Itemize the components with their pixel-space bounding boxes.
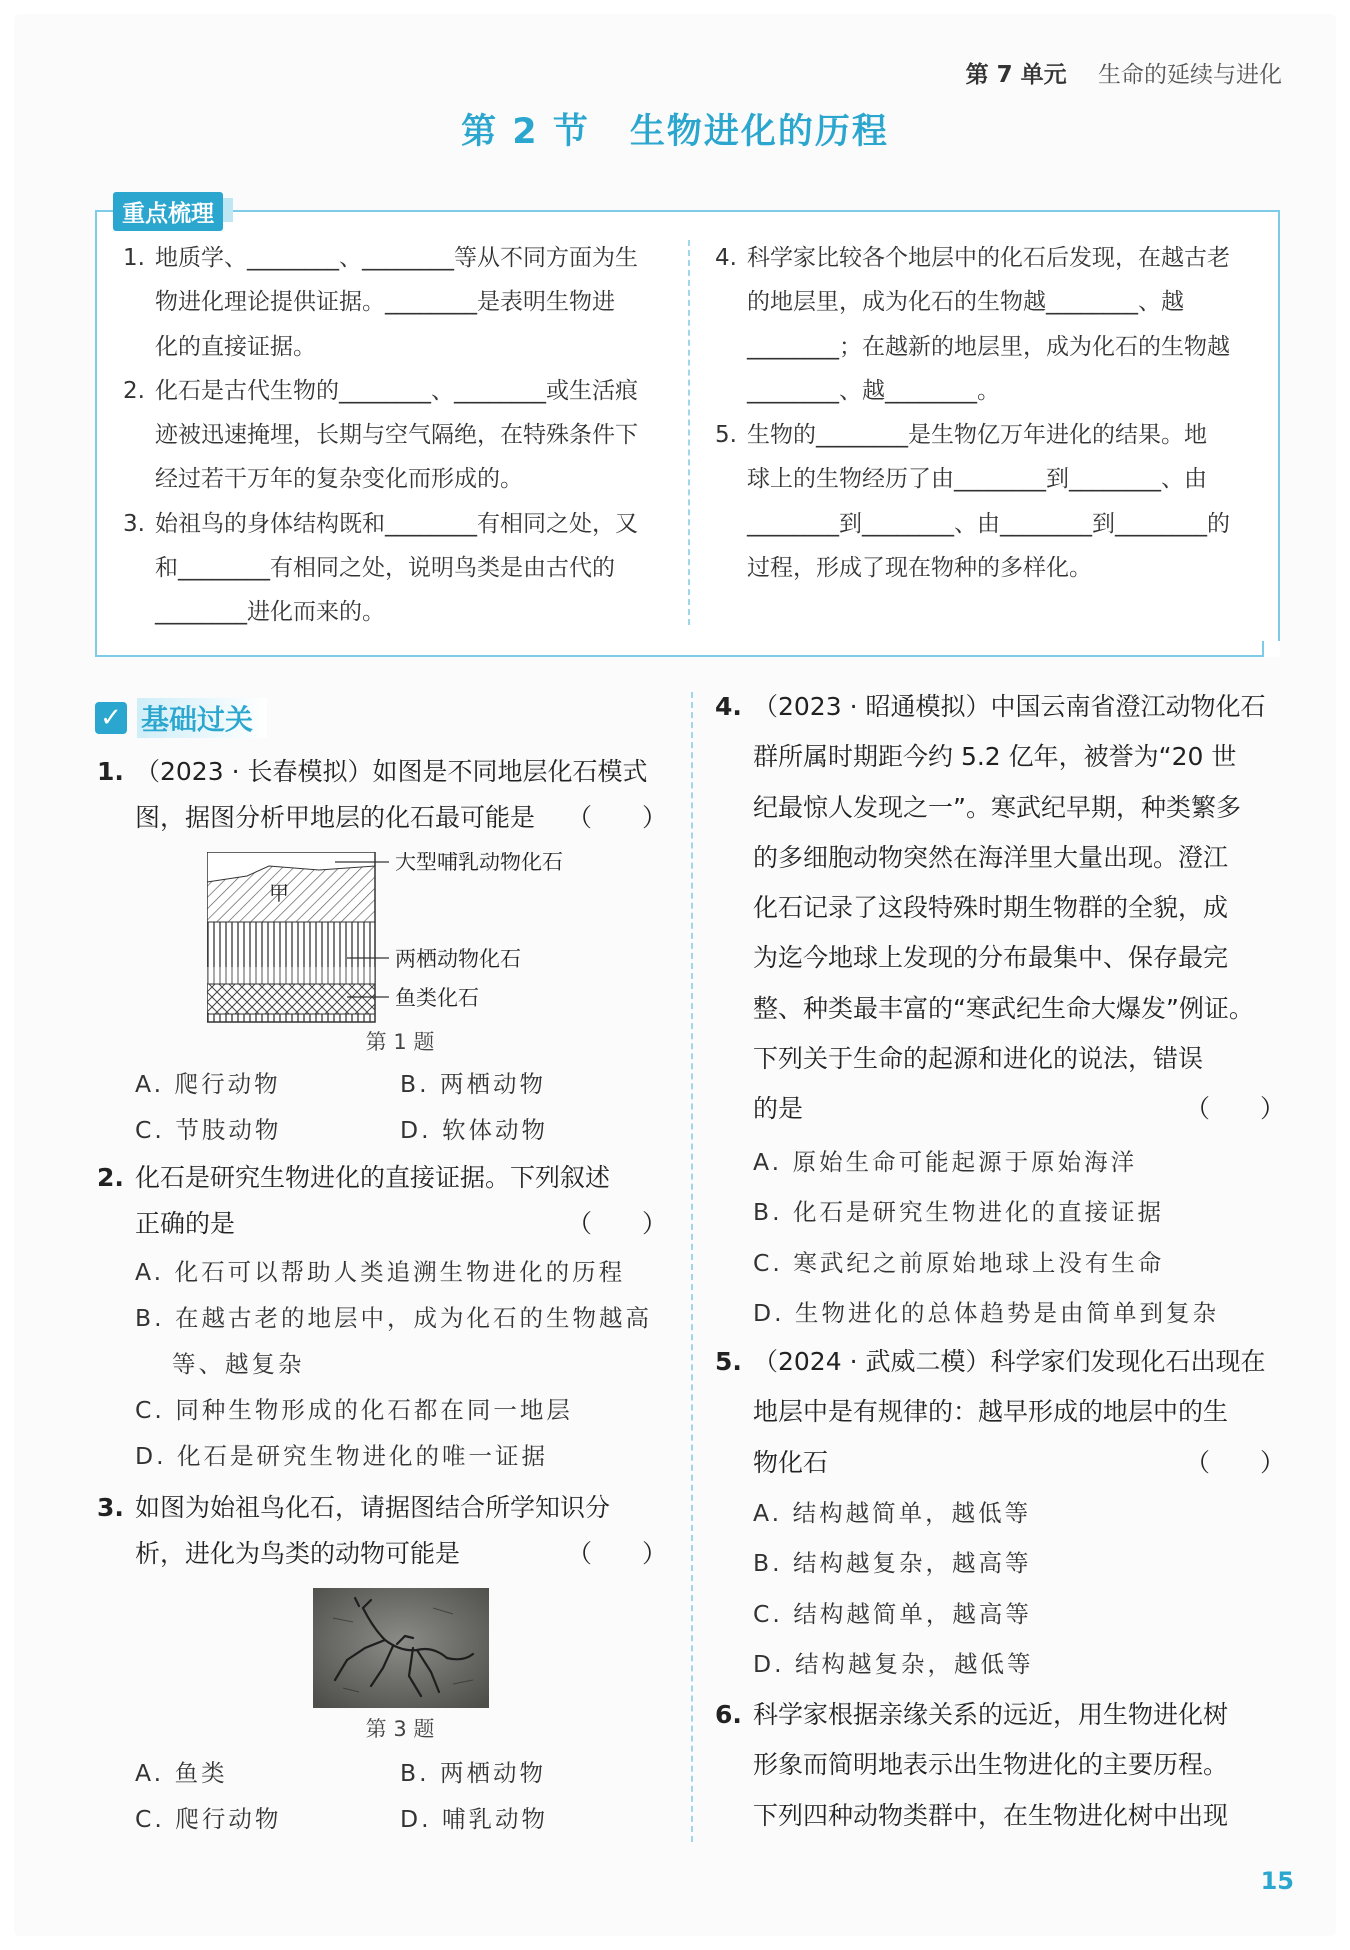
answer-paren[interactable]: （ ）	[566, 803, 667, 832]
checkbox-icon: ✓	[95, 702, 127, 734]
q1-option-a[interactable]: A. 爬行动物	[135, 1070, 281, 1098]
answer-paren[interactable]: （ ）	[566, 1539, 667, 1568]
answer-paren[interactable]: （ ）	[1184, 1094, 1285, 1124]
page-title	[0, 104, 1350, 154]
q5-option-b[interactable]: B. 结构越复杂，越高等	[753, 1549, 1032, 1578]
stratum-fish	[207, 984, 375, 1014]
key-points-tag: 重点梳理	[113, 192, 223, 231]
review-item-2: 2. 化石是古代生物的________、________或生活痕 迹被迅速掩埋，长期与空气隔绝，在特殊条件下 经过若干万年的复杂变化而形成的。	[123, 377, 638, 493]
q4-option-c[interactable]: C. 寒武纪之前原始地球上没有生命	[753, 1248, 1165, 1277]
q2-option-d[interactable]: D. 化石是研究生物进化的唯一证据	[135, 1442, 549, 1470]
review-left-column	[123, 236, 663, 635]
basic-practice-title: 基础过关	[137, 698, 267, 738]
review-right-column	[715, 236, 1260, 590]
answer-paren[interactable]: （ ）	[1184, 1447, 1285, 1477]
review-item-4: 4. 科学家比较各个地层中的化石后发现，在越古老 的地层里，成为化石的生物越________、越 ________；在越新的地层里，成为化石的生物越 ________、越________。	[715, 245, 1230, 404]
page-number: 15	[1260, 1867, 1294, 1895]
question-4: 4. （2023 · 昭通模拟）中国云南省澄江动物化石 群所属时期距今约 5.2 亿年，被誉为“20 世 纪最惊人发现之一”。寒武纪早期，种类繁多 的多细胞动物突然在海洋里大量出现。澄江 化石记录了这段特殊时期生物群的全貌，成 为迄今地球上发现的分布最集中、保存最完 整、种类最丰富的“寒武纪生命大爆发”例证。 下列关于生命的起源和进化的说法，错误 的是 （ ）	[715, 682, 1285, 1135]
section-number: 第 2 节	[461, 112, 590, 152]
question-5: 5. （2024 · 武威二模）科学家们发现化石出现在 地层中是有规律的：越早形成的地层中的生 物化石 （ ）	[715, 1337, 1285, 1488]
fossil-strata-figure	[207, 852, 597, 1027]
unit-label: 第 7 单元	[965, 62, 1067, 88]
question-2: 2. 化石是研究生物进化的直接证据。下列叙述 正确的是 （ ）	[97, 1155, 667, 1247]
q5-option-d[interactable]: D. 结构越复杂，越低等	[753, 1649, 1034, 1678]
review-item-1: 1. 地质学、________、________等从不同方面为生 物进化理论提供证据。________是表明生物进 化的直接证据。	[123, 245, 638, 360]
q2-option-a[interactable]: A. 化石可以帮助人类追溯生物进化的历程	[135, 1258, 626, 1286]
label-jia: 甲	[269, 881, 289, 905]
question-3: 3. 如图为始祖鸟化石，请据图结合所学知识分 析，进化为鸟类的动物可能是 （ ）	[97, 1485, 667, 1577]
q5-option-c[interactable]: C. 结构越简单，越高等	[753, 1599, 1032, 1628]
unit-topic: 生命的延续与进化	[1098, 62, 1282, 88]
question-6: 6. 科学家根据亲缘关系的远近，用生物进化树 形象而简明地表示出生物进化的主要历程。 下列四种动物类群中，在生物进化树中出现	[715, 1700, 1229, 1830]
q2-options	[135, 1249, 675, 1479]
q4-options	[753, 1137, 1293, 1338]
archaeopteryx-fossil-image	[313, 1588, 489, 1708]
q1-option-c[interactable]: C. 节肢动物	[135, 1116, 282, 1144]
review-column-divider	[688, 240, 690, 625]
figure-3-caption: 第 3 题	[365, 1717, 435, 1741]
section-name: 生物进化的历程	[629, 112, 889, 152]
answer-paren[interactable]: （ ）	[566, 1209, 667, 1238]
q4-option-d[interactable]: D. 生物进化的总体趋势是由简单到复杂	[753, 1298, 1220, 1327]
q1-options	[135, 1061, 675, 1153]
q5-options	[753, 1488, 1293, 1689]
question-1: 1. （2023 · 长春模拟）如图是不同地层化石模式 图，据图分析甲地层的化石最可能是 （ ）	[97, 749, 667, 841]
review-item-3: 3. 始祖鸟的身体结构既和________有相同之处，又 和________有相同之处，说明鸟类是由古代的 ________进化而来的。	[123, 510, 638, 626]
label-fish: 鱼类化石	[395, 986, 479, 1010]
figure-1-caption: 第 1 题	[365, 1030, 435, 1054]
q2-option-b[interactable]: B. 在越古老的地层中，成为化石的生物越高	[135, 1304, 653, 1332]
q3-option-b[interactable]: B. 两栖动物	[400, 1759, 547, 1787]
q1-option-b[interactable]: B. 两栖动物	[400, 1070, 547, 1098]
main-column-divider	[691, 692, 693, 1842]
q3-option-d[interactable]: D. 哺乳动物	[400, 1805, 549, 1833]
q2-option-b-cont: 等、越复杂	[135, 1350, 305, 1378]
label-mammal: 大型哺乳动物化石	[395, 852, 563, 874]
q5-option-a[interactable]: A. 结构越简单，越低等	[753, 1499, 1032, 1527]
q4-option-a[interactable]: A. 原始生命可能起源于原始海洋	[753, 1148, 1138, 1176]
q4-option-b[interactable]: B. 化石是研究生物进化的直接证据	[753, 1198, 1165, 1227]
q3-options	[135, 1750, 675, 1842]
running-header	[966, 56, 1282, 89]
review-item-5: 5. 生物的________是生物亿万年进化的结果。地 球上的生物经历了由________到________、由 ________到________、由________到________的 过程，形成了现在物种的多样化。	[715, 422, 1230, 582]
q3-option-a[interactable]: A. 鱼类	[135, 1759, 228, 1787]
label-amphibian: 两栖动物化石	[395, 947, 521, 971]
q2-option-c[interactable]: C. 同种生物形成的化石都在同一地层	[135, 1396, 573, 1424]
basic-practice-header	[95, 698, 267, 738]
q1-option-d[interactable]: D. 软体动物	[400, 1116, 549, 1144]
q3-option-c[interactable]: C. 爬行动物	[135, 1805, 282, 1833]
